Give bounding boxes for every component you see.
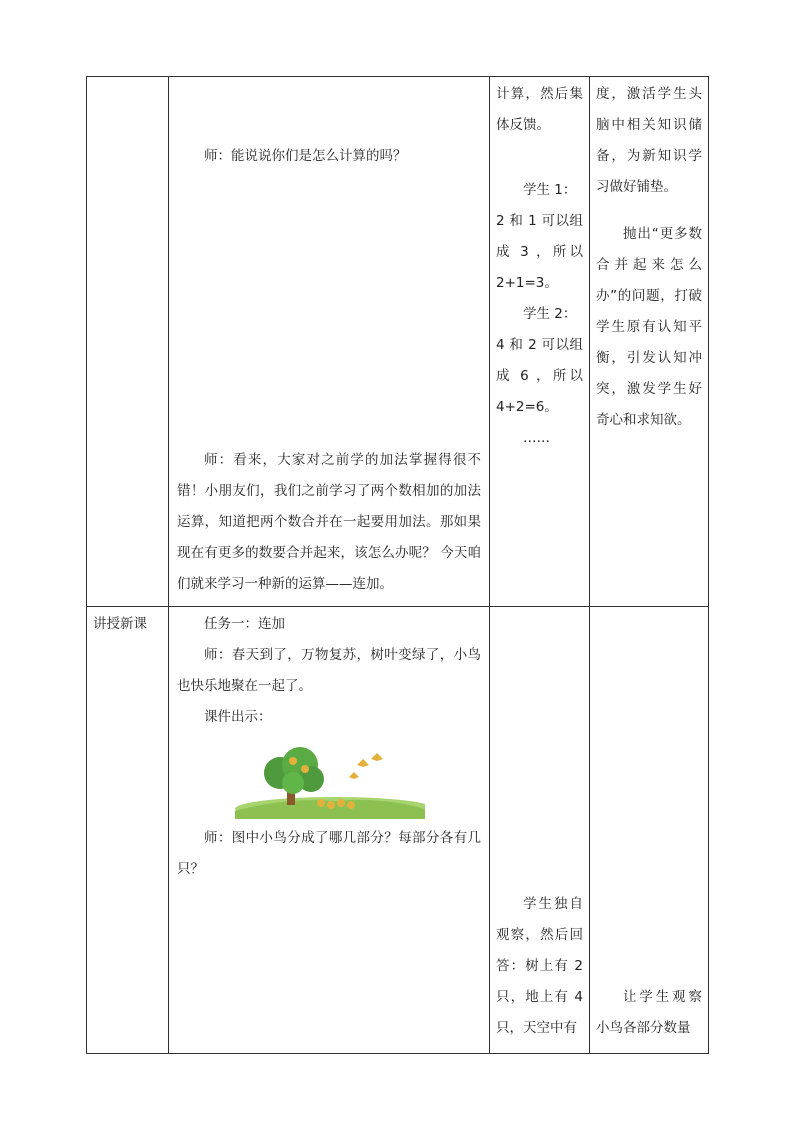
intent-text: 让学生观察小鸟各部分数量	[596, 989, 702, 1036]
student1-label: 学生 1：	[523, 182, 577, 198]
teacher-activity-cell	[169, 77, 490, 607]
student1-text: 2 和 1 可以组成 3 ，所以2+1=3。	[496, 213, 583, 291]
teacher-question-birds: 师：图中小鸟分成了哪几部分？每部分各有几只？	[177, 830, 481, 877]
teacher-spring-text: 师：春天到了，万物复苏，树叶变绿了，小鸟也快乐地聚在一起了。	[177, 647, 481, 694]
flying-bird-icon	[357, 759, 369, 767]
teacher-activity-cell	[169, 607, 490, 1054]
courseware-label: 课件出示：	[204, 709, 272, 725]
bird-icon	[317, 799, 325, 807]
stage-label: 讲授新课	[93, 616, 147, 632]
student2-label: 学生 2：	[523, 306, 577, 322]
student-intro: 计算，然后集体反馈。	[496, 86, 583, 133]
lesson-plan-table	[86, 76, 709, 1054]
student-activity-cell	[490, 77, 590, 607]
student-answer: 学生独自观察，然后回答：树上有 2 只，地上有 4 只，天空中有	[496, 896, 583, 1036]
birds-tree-illustration	[225, 739, 425, 819]
student-ellipsis: ……	[523, 430, 550, 446]
student2-text: 4 和 2 可以组成 6 ，所以4+2=6。	[496, 337, 583, 415]
stage-cell-empty	[87, 77, 169, 607]
table-row	[87, 77, 709, 607]
stage-cell	[87, 607, 169, 1054]
student-activity-cell	[490, 607, 590, 1054]
table-row	[87, 607, 709, 1054]
bird-icon	[289, 757, 297, 765]
teacher-question: 师：能说说你们是怎么计算的吗？	[204, 148, 407, 164]
intent-text-1: 度，激活学生头脑中相关知识储备，为新知识学习做好铺垫。	[596, 86, 702, 195]
teacher-summary: 师：看来，大家对之前学的加法掌握得很不错！小朋友们，我们之前学习了两个数相加的加法运算，知道把两个数合并在一起要用加法。那如果现在有更多的数要合并起来，该怎么办呢？ 今天咱们就来学习一种新的运算——连加。	[177, 452, 481, 592]
design-intent-cell	[590, 77, 709, 607]
design-intent-cell	[590, 607, 709, 1054]
intent-text-2: 抛出“更多数合并起来怎么办”的问题，打破学生原有认知平衡，引发认知冲突，激发学生好奇心和求知欲。	[596, 226, 702, 428]
task-title: 任务一：连加	[204, 616, 285, 632]
